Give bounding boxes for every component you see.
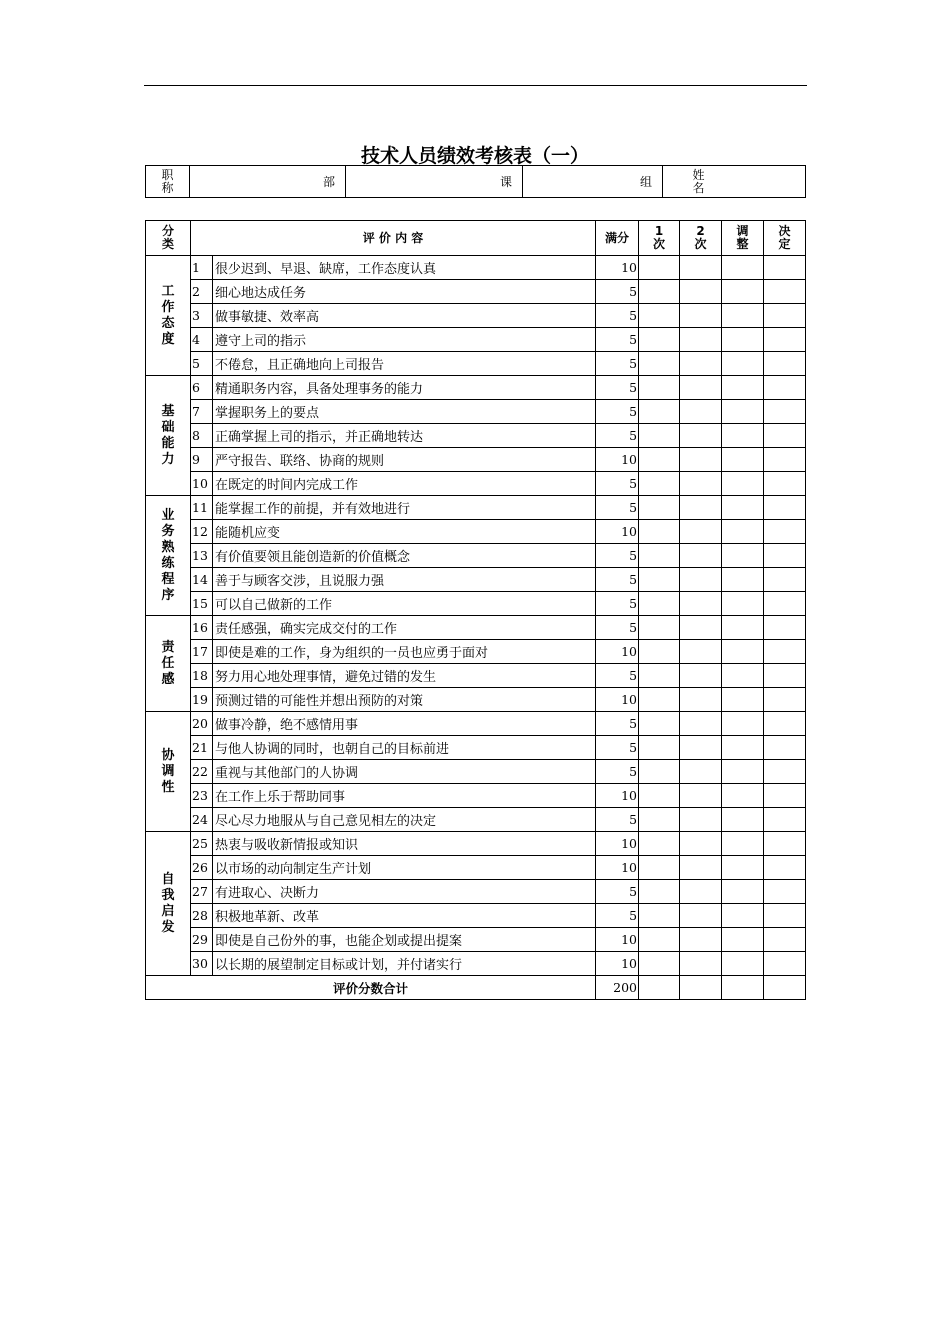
score-decision-input[interactable] [764,424,806,448]
item-text: 正确掌握上司的指示，并正确地转达 [213,424,596,448]
item-text: 严守报告、联络、协商的规则 [213,448,596,472]
item-full-score: 5 [596,712,639,736]
table-row [146,760,806,784]
score-decision-input[interactable] [764,616,806,640]
score-decision-input[interactable] [764,832,806,856]
score-second-input[interactable] [680,952,722,976]
score-adjust-input[interactable] [722,784,764,808]
score-decision-input[interactable] [764,304,806,328]
item-full-score: 5 [596,424,639,448]
score-second-input[interactable] [680,496,722,520]
score-adjust-input[interactable] [722,280,764,304]
table-row [146,496,806,520]
item-number: 25 [191,832,213,856]
item-full-score: 5 [596,472,639,496]
score-decision-input[interactable] [764,784,806,808]
score-first-input[interactable] [639,832,680,856]
table-header [146,221,806,256]
score-second-input[interactable] [680,280,722,304]
score-second-input[interactable] [680,352,722,376]
score-second-input[interactable] [680,736,722,760]
item-full-score: 5 [596,736,639,760]
table-row [146,736,806,760]
item-text: 在工作上乐于帮助同事 [213,784,596,808]
score-adjust-input[interactable] [722,760,764,784]
score-decision-input[interactable] [764,712,806,736]
table-row [146,304,806,328]
score-adjust-input[interactable] [722,616,764,640]
table-row [146,688,806,712]
score-first-input[interactable] [639,856,680,880]
score-second-input[interactable] [680,544,722,568]
score-adjust-input[interactable] [722,904,764,928]
score-decision-input[interactable] [764,328,806,352]
score-first-input[interactable] [639,688,680,712]
item-number: 8 [191,424,213,448]
score-adjust-input[interactable] [722,664,764,688]
total-decision-input[interactable] [764,976,806,1000]
score-decision-input[interactable] [764,760,806,784]
item-number: 7 [191,400,213,424]
score-first-input[interactable] [639,400,680,424]
item-text: 努力用心地处理事情，避免过错的发生 [213,664,596,688]
table-row [146,424,806,448]
score-first-input[interactable] [639,544,680,568]
item-number: 10 [191,472,213,496]
score-second-input[interactable] [680,808,722,832]
item-full-score: 10 [596,784,639,808]
item-full-score: 5 [596,304,639,328]
table-row [146,328,806,352]
item-full-score: 10 [596,448,639,472]
item-number: 15 [191,592,213,616]
item-number: 17 [191,640,213,664]
score-first-input[interactable] [639,304,680,328]
item-full-score: 5 [596,880,639,904]
header-content: 评 价 内 容 [191,221,596,256]
item-text: 很少迟到、早退、缺席，工作态度认真 [213,256,596,280]
score-second-input[interactable] [680,760,722,784]
category-cell [146,616,191,712]
score-first-input[interactable] [639,472,680,496]
item-full-score: 5 [596,544,639,568]
score-first-input[interactable] [639,352,680,376]
item-text: 能掌握工作的前提，并有效地进行 [213,496,596,520]
score-first-input[interactable] [639,256,680,280]
table-row [146,640,806,664]
category-label: 责任感 [161,639,175,687]
score-decision-input[interactable] [764,808,806,832]
score-second-input[interactable] [680,568,722,592]
score-decision-input[interactable] [764,592,806,616]
score-second-input[interactable] [680,448,722,472]
table-row [146,856,806,880]
table-row [146,712,806,736]
score-adjust-input[interactable] [722,928,764,952]
score-decision-input[interactable] [764,520,806,544]
score-decision-input[interactable] [764,688,806,712]
score-second-input[interactable] [680,688,722,712]
top-rule [144,85,807,86]
item-full-score: 10 [596,832,639,856]
score-second-input[interactable] [680,520,722,544]
item-text: 与他人协调的同时，也朝自己的目标前进 [213,736,596,760]
item-number: 24 [191,808,213,832]
score-second-input[interactable] [680,328,722,352]
score-first-input[interactable] [639,736,680,760]
score-first-input[interactable] [639,376,680,400]
score-first-input[interactable] [639,928,680,952]
score-adjust-input[interactable] [722,400,764,424]
category-label: 工作态度 [161,283,175,347]
item-full-score: 5 [596,664,639,688]
score-first-input[interactable] [639,424,680,448]
table-row [146,832,806,856]
category-cell [146,496,191,616]
category-cell [146,712,191,832]
header-adjust: 调整 [722,221,764,256]
item-number: 3 [191,304,213,328]
category-cell [146,832,191,976]
header-full-score: 满分 [596,221,639,256]
score-decision-input[interactable] [764,856,806,880]
table-row [146,520,806,544]
table-row [146,472,806,496]
score-second-input[interactable] [680,928,722,952]
category-label: 自我启发 [161,871,175,935]
item-full-score: 10 [596,688,639,712]
score-adjust-input[interactable] [722,808,764,832]
item-number: 23 [191,784,213,808]
score-decision-input[interactable] [764,496,806,520]
score-adjust-input[interactable] [722,880,764,904]
item-text: 预测过错的可能性并想出预防的对策 [213,688,596,712]
score-decision-input[interactable] [764,880,806,904]
table-row [146,448,806,472]
info-table [145,165,806,198]
name-field[interactable]: 姓名 [679,166,806,198]
item-number: 16 [191,616,213,640]
score-second-input[interactable] [680,256,722,280]
score-adjust-input[interactable] [722,688,764,712]
category-label: 业务熟练程序 [161,507,175,603]
score-adjust-input[interactable] [722,568,764,592]
item-full-score: 5 [596,760,639,784]
score-adjust-input[interactable] [722,448,764,472]
table-row [146,544,806,568]
item-text: 掌握职务上的要点 [213,400,596,424]
item-full-score: 10 [596,856,639,880]
score-adjust-input[interactable] [722,328,764,352]
item-text: 有价值要领且能创造新的价值概念 [213,544,596,568]
item-full-score: 5 [596,496,639,520]
score-first-input[interactable] [639,808,680,832]
score-decision-input[interactable] [764,904,806,928]
category-cell [146,376,191,496]
total-score: 200 [596,976,639,1000]
item-number: 6 [191,376,213,400]
section-field[interactable]: 课 [346,166,523,198]
score-second-input[interactable] [680,304,722,328]
item-number: 2 [191,280,213,304]
item-text: 责任感强，确实完成交付的工作 [213,616,596,640]
item-number: 13 [191,544,213,568]
item-text: 以市场的动向制定生产计划 [213,856,596,880]
item-number: 1 [191,256,213,280]
score-first-input[interactable] [639,520,680,544]
score-adjust-input[interactable] [722,472,764,496]
score-second-input[interactable] [680,424,722,448]
header-second: 2次 [680,221,722,256]
score-first-input[interactable] [639,880,680,904]
score-first-input[interactable] [639,568,680,592]
item-full-score: 5 [596,328,639,352]
item-number: 5 [191,352,213,376]
item-full-score: 10 [596,928,639,952]
item-text: 尽心尽力地服从与自己意见相左的决定 [213,808,596,832]
score-first-input[interactable] [639,280,680,304]
score-adjust-input[interactable] [722,640,764,664]
item-full-score: 5 [596,376,639,400]
score-first-input[interactable] [639,448,680,472]
table-row [146,808,806,832]
item-number: 21 [191,736,213,760]
total-label: 评价分数合计 [146,976,596,1000]
score-adjust-input[interactable] [722,544,764,568]
table-row [146,784,806,808]
item-number: 28 [191,904,213,928]
score-adjust-input[interactable] [722,952,764,976]
score-first-input[interactable] [639,952,680,976]
item-number: 12 [191,520,213,544]
score-second-input[interactable] [680,664,722,688]
item-number: 29 [191,928,213,952]
header-first: 1次 [639,221,680,256]
item-text: 即使是自己份外的事，也能企划或提出提案 [213,928,596,952]
score-adjust-input[interactable] [722,496,764,520]
score-adjust-input[interactable] [722,832,764,856]
item-full-score: 5 [596,280,639,304]
score-first-input[interactable] [639,664,680,688]
score-adjust-input[interactable] [722,256,764,280]
item-text: 做事敏捷、效率高 [213,304,596,328]
item-full-score: 10 [596,952,639,976]
item-text: 有进取心、决断力 [213,880,596,904]
score-second-input[interactable] [680,904,722,928]
item-full-score: 5 [596,352,639,376]
item-number: 19 [191,688,213,712]
score-second-input[interactable] [680,856,722,880]
score-decision-input[interactable] [764,568,806,592]
total-second-input[interactable] [680,976,722,1000]
category-label: 基础能力 [161,403,175,467]
score-decision-input[interactable] [764,256,806,280]
item-full-score: 10 [596,520,639,544]
score-second-input[interactable] [680,472,722,496]
item-text: 可以自己做新的工作 [213,592,596,616]
item-text: 即使是难的工作，身为组织的一员也应勇于面对 [213,640,596,664]
page-title: 技术人员绩效考核表（一） [360,145,589,167]
item-number: 22 [191,760,213,784]
score-first-input[interactable] [639,784,680,808]
table-row [146,616,806,640]
score-second-input[interactable] [680,616,722,640]
table-row [146,880,806,904]
score-second-input[interactable] [680,784,722,808]
score-decision-input[interactable] [764,472,806,496]
category-label: 协调性 [161,747,175,795]
total-first-input[interactable] [639,976,680,1000]
score-first-input[interactable] [639,760,680,784]
item-text: 善于与顾客交涉，且说服力强 [213,568,596,592]
score-first-input[interactable] [639,616,680,640]
item-text: 积极地革新、改革 [213,904,596,928]
position-label: 职称 [146,166,190,198]
item-number: 14 [191,568,213,592]
score-adjust-input[interactable] [722,304,764,328]
item-text: 在既定的时间内完成工作 [213,472,596,496]
item-number: 27 [191,880,213,904]
item-number: 26 [191,856,213,880]
item-text: 不倦怠，且正确地向上司报告 [213,352,596,376]
table-row [146,256,806,280]
total-adjust-input[interactable] [722,976,764,1000]
score-second-input[interactable] [680,400,722,424]
score-second-input[interactable] [680,712,722,736]
item-full-score: 5 [596,808,639,832]
score-second-input[interactable] [680,640,722,664]
table-row [146,280,806,304]
item-text: 精通职务内容，具备处理事务的能力 [213,376,596,400]
score-first-input[interactable] [639,640,680,664]
item-text: 做事冷静，绝不感情用事 [213,712,596,736]
item-full-score: 5 [596,616,639,640]
item-text: 以长期的展望制定目标或计划，并付诸实行 [213,952,596,976]
score-decision-input[interactable] [764,544,806,568]
total-row [146,976,806,1000]
table-row [146,664,806,688]
score-second-input[interactable] [680,832,722,856]
score-adjust-input[interactable] [722,520,764,544]
item-full-score: 5 [596,400,639,424]
score-second-input[interactable] [680,592,722,616]
score-decision-input[interactable] [764,640,806,664]
item-number: 18 [191,664,213,688]
score-first-input[interactable] [639,592,680,616]
item-text: 细心地达成任务 [213,280,596,304]
score-adjust-input[interactable] [722,736,764,760]
item-full-score: 5 [596,592,639,616]
table-row [146,928,806,952]
score-decision-input[interactable] [764,736,806,760]
score-decision-input[interactable] [764,376,806,400]
score-decision-input[interactable] [764,352,806,376]
score-first-input[interactable] [639,496,680,520]
score-adjust-input[interactable] [722,352,764,376]
category-cell [146,256,191,376]
score-adjust-input[interactable] [722,376,764,400]
score-second-input[interactable] [680,376,722,400]
group-field[interactable]: 组 [523,166,663,198]
item-full-score: 10 [596,256,639,280]
table-row [146,904,806,928]
table-row [146,568,806,592]
item-text: 重视与其他部门的人协调 [213,760,596,784]
table-row [146,592,806,616]
table-row [146,400,806,424]
header-decision: 决定 [764,221,806,256]
score-adjust-input[interactable] [722,592,764,616]
score-adjust-input[interactable] [722,712,764,736]
table-row [146,352,806,376]
evaluation-table [145,220,806,1000]
item-text: 遵守上司的指示 [213,328,596,352]
table-row [146,952,806,976]
item-number: 9 [191,448,213,472]
item-full-score: 5 [596,904,639,928]
score-decision-input[interactable] [764,448,806,472]
table-row [146,376,806,400]
item-text: 热衷与吸收新情报或知识 [213,832,596,856]
score-first-input[interactable] [639,904,680,928]
score-decision-input[interactable] [764,928,806,952]
score-decision-input[interactable] [764,952,806,976]
item-number: 11 [191,496,213,520]
department-field[interactable]: 部 [190,166,346,198]
item-full-score: 5 [596,568,639,592]
item-text: 能随机应变 [213,520,596,544]
score-decision-input[interactable] [764,400,806,424]
spacer-cell [663,166,679,198]
score-first-input[interactable] [639,328,680,352]
item-number: 4 [191,328,213,352]
score-first-input[interactable] [639,712,680,736]
score-decision-input[interactable] [764,664,806,688]
header-category: 分类 [146,221,191,256]
score-second-input[interactable] [680,880,722,904]
score-decision-input[interactable] [764,280,806,304]
score-adjust-input[interactable] [722,424,764,448]
item-number: 20 [191,712,213,736]
item-full-score: 10 [596,640,639,664]
item-number: 30 [191,952,213,976]
score-adjust-input[interactable] [722,856,764,880]
